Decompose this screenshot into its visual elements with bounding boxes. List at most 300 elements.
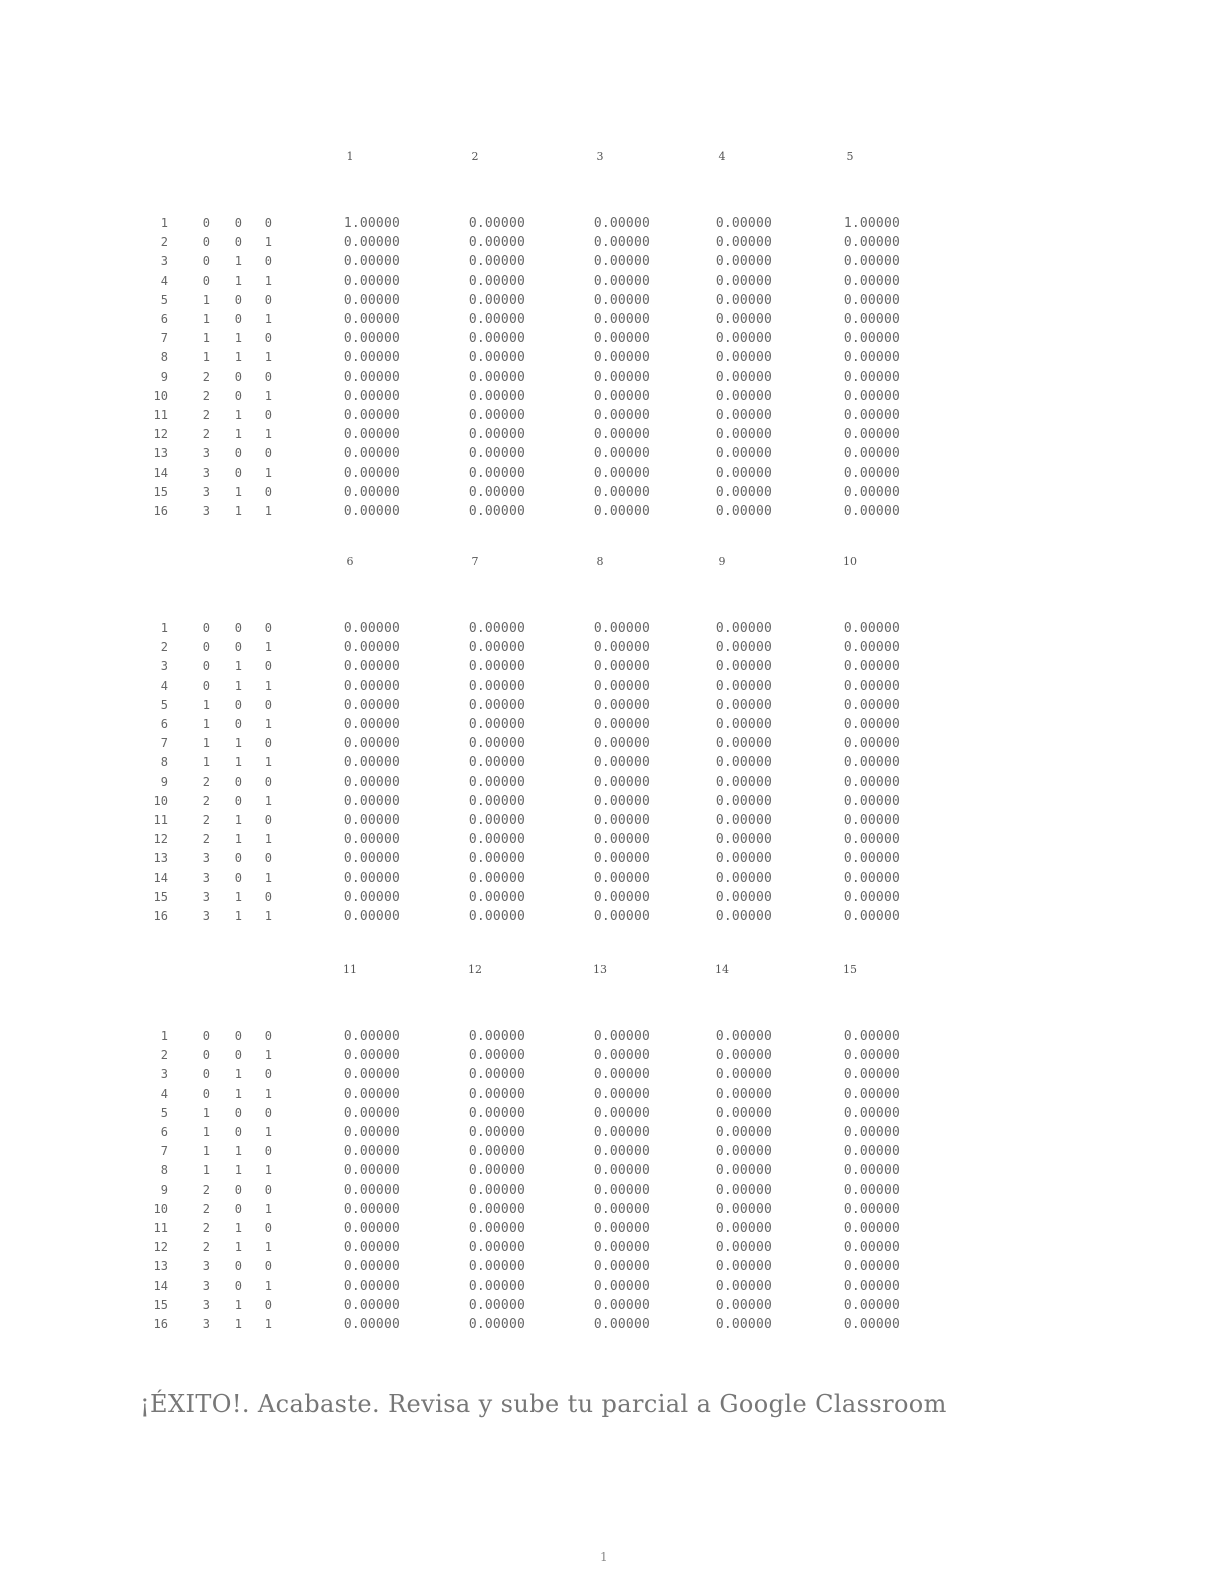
row-index: 4 [160,273,168,288]
table-cell: 0.00000 [593,659,650,675]
table-cell: 0.00000 [593,909,650,924]
table-cell: 0.00000 [468,774,525,790]
table-cell: 0.00000 [343,254,400,270]
row-index: 10 [153,793,168,808]
table-cell: 0.00000 [715,774,772,790]
table-cell: 0.00000 [715,717,772,732]
row-index: 14 [153,870,168,885]
row-index: 15 [153,1297,168,1312]
table-cell: 0.00000 [593,446,650,462]
table-cell: 0.00000 [468,484,525,500]
row-index: 0 [234,851,242,866]
row-index: 2 [202,813,210,827]
row-index: 0 [264,1297,272,1312]
table-cell: 0.00000 [715,621,772,636]
row-index: 1 [202,312,210,326]
row-index: 1 [264,350,272,365]
table-cell: 0.00000 [843,832,900,848]
table-cell: 0.00000 [715,1105,772,1121]
row-index: 2 [160,640,168,655]
table-row [140,677,920,696]
row-index: 0 [202,1029,210,1043]
row-index: 2 [202,369,210,384]
column-header-num: 11 [343,963,357,976]
table-row [140,1238,920,1257]
table-cell: 0.00000 [715,1259,772,1275]
row-index: 5 [160,292,168,307]
table-cell: 0.00000 [343,1125,400,1140]
table-cell: 0.00000 [593,1182,650,1198]
column-header-expr [672,977,772,993]
table-cell: 0.00000 [343,755,400,771]
row-index: 0 [234,446,242,461]
table-cell: 0.00000 [843,331,900,347]
column-header [300,963,400,1005]
column-header-expr [672,164,772,180]
row-index: 1 [202,1144,210,1159]
table-cell: 0.00000 [843,1067,900,1083]
table-cell: 0.00000 [715,1182,772,1198]
table-cell: 0.00000 [843,1182,900,1198]
column-header-num: 5 [846,150,854,163]
row-index: 0 [202,1048,210,1063]
table-cell: 0.00000 [343,717,400,732]
column-header-sub [800,180,900,192]
column-header-num: 14 [715,963,729,976]
table-cell: 0.00000 [343,1086,400,1102]
table-cell: 0.00000 [343,1048,400,1064]
row-index: 9 [160,774,168,789]
table-cell: 0.00000 [593,640,650,656]
table-row [140,1277,920,1296]
row-index: 1 [234,813,242,827]
row-index: 15 [153,889,168,904]
column-header-num: 15 [843,963,857,976]
table-cell: 0.00000 [468,621,525,636]
column-header-expr [800,977,900,993]
column-header-num: 3 [596,150,604,163]
table-cell: 0.00000 [468,1221,525,1236]
table-cell: 0.00000 [343,369,400,385]
table-row [140,1046,920,1065]
row-index: 0 [264,216,272,230]
row-index: 1 [264,1240,272,1255]
table-cell: 0.00000 [843,1144,900,1160]
table-cell: 0.00000 [843,755,900,771]
table-cell: 0.00000 [468,216,525,231]
table-cell: 0.00000 [343,235,400,251]
table-cell: 0.00000 [343,388,400,404]
column-header-sub [550,585,650,597]
row-index: 3 [202,446,210,461]
table-cell: 0.00000 [715,755,772,771]
row-index: 0 [234,697,242,712]
table-cell: 0.00000 [593,235,650,251]
column-header-expr [800,569,900,585]
row-index: 1 [160,621,168,635]
table-cell: 0.00000 [715,484,772,500]
table-cell: 0.00000 [343,465,400,481]
row-index: 0 [264,697,272,712]
table-cell: 0.00000 [715,1317,772,1332]
table-row [140,483,920,502]
table-cell: 0.00000 [843,1221,900,1236]
row-index: 0 [264,1182,272,1197]
row-index: 2 [202,774,210,789]
column-header [550,555,650,597]
row-index: 0 [202,621,210,635]
table-cell: 0.00000 [843,640,900,656]
table-cell: 0.00000 [593,388,650,404]
table-cell: 0.00000 [843,1086,900,1102]
row-index: 1 [202,697,210,712]
table-cell: 0.00000 [593,504,650,519]
table-cell: 0.00000 [715,427,772,443]
table-cell: 0.00000 [843,235,900,251]
table-cell: 0.00000 [468,331,525,347]
table-cell: 0.00000 [593,408,650,423]
table-cell: 0.00000 [593,851,650,867]
table-cell: 0.00000 [343,1067,400,1083]
column-header-expr [300,977,400,993]
table-row [140,792,920,811]
row-index: 0 [234,621,242,635]
row-index: 0 [202,254,210,269]
table-cell: 0.00000 [715,350,772,366]
column-header-num: 6 [346,555,354,568]
table-cell: 0.00000 [715,369,772,385]
table-row [140,869,920,888]
table-cell: 0.00000 [343,1182,400,1198]
table-cell: 0.00000 [343,1105,400,1121]
column-header [425,555,525,597]
table-cell: 0.00000 [343,793,400,809]
table-cell: 0.00000 [715,697,772,713]
table-cell: 0.00000 [715,1067,772,1083]
table-cell: 0.00000 [343,1240,400,1256]
column-header-expr [425,164,525,180]
table-cell: 0.00000 [843,388,900,404]
row-index: 6 [160,1125,168,1139]
row-index: 3 [202,851,210,866]
row-index: 0 [264,254,272,269]
row-index: 16 [153,909,168,923]
table-cell: 0.00000 [468,1182,525,1198]
table-cell: 0.00000 [593,793,650,809]
row-index: 1 [234,1086,242,1101]
row-index: 1 [264,465,272,480]
row-index: 3 [202,1259,210,1274]
table-cell: 0.00000 [843,292,900,308]
row-index: 1 [264,312,272,326]
table-cell: 0.00000 [468,408,525,423]
table-cell: 0.00000 [715,793,772,809]
row-index: 3 [202,909,210,923]
table-cell: 0.00000 [593,1278,650,1294]
table-row [140,830,920,849]
row-index: 0 [234,640,242,655]
column-header-expr [800,164,900,180]
table-row [140,734,920,753]
table-row [140,1200,920,1219]
table-cell: 0.00000 [593,832,650,848]
table-cell: 0.00000 [593,1029,650,1044]
row-index: 12 [153,832,168,847]
table-cell: 0.00000 [843,774,900,790]
table-row [140,1181,920,1200]
table-row [140,1161,920,1180]
table-row [140,348,920,367]
row-index: 3 [202,889,210,904]
table-cell: 0.00000 [843,659,900,675]
column-header [672,150,772,192]
table-cell: 0.00000 [593,216,650,231]
row-index: 0 [234,870,242,885]
table-cell: 0.00000 [843,813,900,828]
table-cell: 0.00000 [343,427,400,443]
row-index: 5 [160,697,168,712]
table-cell: 0.00000 [593,774,650,790]
table-cell: 0.00000 [593,254,650,270]
row-index: 1 [234,1221,242,1235]
table-cell: 0.00000 [593,697,650,713]
table-cell: 0.00000 [468,717,525,732]
row-index: 0 [234,1259,242,1274]
table-cell: 0.00000 [468,1317,525,1332]
table-row [140,1315,920,1334]
table-cell: 0.00000 [468,1125,525,1140]
column-header [550,963,650,1005]
table-cell: 0.00000 [593,717,650,732]
row-index: 0 [264,736,272,751]
column-header-num: 1 [346,150,354,163]
row-index: 7 [160,331,168,346]
table-row [140,1296,920,1315]
table-cell: 0.00000 [343,331,400,347]
row-index: 0 [264,659,272,674]
column-header-sub [300,993,400,1005]
row-index: 0 [264,1067,272,1082]
table-cell: 0.00000 [843,1201,900,1217]
table-cell: 0.00000 [343,621,400,636]
column-header-num: 10 [843,555,857,568]
table-cell: 0.00000 [843,446,900,462]
row-index: 0 [202,1067,210,1082]
table-cell: 0.00000 [715,1278,772,1294]
row-index: 1 [234,889,242,904]
row-index: 14 [153,1278,168,1293]
table-cell: 0.00000 [715,235,772,251]
row-index: 12 [153,427,168,442]
table-row [140,1142,920,1161]
column-header-sub [672,180,772,192]
table-row [140,214,920,233]
column-header-sub [800,585,900,597]
row-index: 3 [160,254,168,269]
row-index: 1 [202,350,210,365]
column-header [672,963,772,1005]
table-cell: 0.00000 [343,1278,400,1294]
row-index: 2 [202,832,210,847]
table-cell: 0.00000 [715,1048,772,1064]
table-cell: 0.00000 [468,292,525,308]
row-index: 15 [153,484,168,499]
table-cell: 0.00000 [343,504,400,519]
row-index: 0 [234,216,242,230]
column-header-expr [550,569,650,585]
table-cell: 0.00000 [593,889,650,905]
row-index: 4 [160,678,168,693]
table-cell: 0.00000 [468,273,525,289]
table-cell: 0.00000 [343,292,400,308]
table-cell: 0.00000 [715,813,772,828]
table-cell: 0.00000 [468,697,525,713]
row-index: 1 [234,484,242,499]
row-index: 1 [264,1278,272,1293]
table-cell: 0.00000 [343,678,400,694]
table-cell: 0.00000 [468,736,525,752]
table-row [140,1257,920,1276]
table-cell: 0.00000 [468,1048,525,1064]
table-row [140,888,920,907]
table-cell: 0.00000 [343,697,400,713]
row-index: 3 [202,484,210,499]
row-index: 16 [153,504,168,518]
table-cell: 0.00000 [593,870,650,886]
table-cell: 0.00000 [343,736,400,752]
table-cell: 0.00000 [593,331,650,347]
row-index: 1 [264,640,272,655]
table-cell: 0.00000 [468,870,525,886]
table-cell: 0.00000 [843,1278,900,1294]
table-cell: 0.00000 [343,774,400,790]
table-cell: 0.00000 [715,465,772,481]
row-index: 0 [234,717,242,731]
table-cell: 0.00000 [843,1048,900,1064]
row-index: 1 [264,1163,272,1178]
column-header-expr [425,977,525,993]
row-index: 1 [264,388,272,403]
table-cell: 0.00000 [468,1029,525,1044]
page-number: 1 [600,1550,608,1564]
table-cell: 0.00000 [468,832,525,848]
table-cell: 0.00000 [468,1144,525,1160]
table-cell: 0.00000 [468,851,525,867]
table-cell: 0.00000 [593,427,650,443]
column-header-num: 4 [718,150,726,163]
table-cell: 0.00000 [343,889,400,905]
row-index: 1 [264,1048,272,1063]
table-cell: 0.00000 [593,292,650,308]
table-cell: 0.00000 [715,292,772,308]
row-index: 2 [202,427,210,442]
table-cell: 0.00000 [343,832,400,848]
table-cell: 0.00000 [843,909,900,924]
row-index: 2 [202,408,210,422]
column-header-num: 9 [718,555,726,568]
table-cell: 0.00000 [715,832,772,848]
row-index: 1 [234,331,242,346]
column-header-sub [300,180,400,192]
row-index: 1 [202,1163,210,1178]
table-cell: 0.00000 [468,446,525,462]
column-header-expr [300,164,400,180]
row-index: 1 [264,678,272,693]
row-index: 8 [160,1163,168,1178]
table-cell: 0.00000 [715,216,772,231]
row-index: 0 [202,273,210,288]
table-cell: 0.00000 [593,312,650,327]
row-index: 0 [264,484,272,499]
table-cell: 0.00000 [468,465,525,481]
table-cell: 0.00000 [843,1317,900,1332]
row-index: 0 [264,331,272,346]
row-index: 1 [234,1297,242,1312]
row-index: 1 [264,755,272,770]
table-cell: 0.00000 [343,813,400,828]
table-cell: 0.00000 [593,1297,650,1313]
row-index: 3 [202,504,210,518]
table-cell: 0.00000 [843,1105,900,1121]
table-cell: 1.00000 [843,216,900,231]
row-index: 1 [234,659,242,674]
table-cell: 0.00000 [468,1086,525,1102]
table-cell: 0.00000 [715,870,772,886]
table-row [140,464,920,483]
table-cell: 0.00000 [468,1240,525,1256]
row-index: 7 [160,1144,168,1159]
table-cell: 0.00000 [715,909,772,924]
table-row [140,1123,920,1142]
row-index: 14 [153,465,168,480]
table-cell: 0.00000 [715,1029,772,1044]
table-cell: 0.00000 [715,504,772,519]
table-cell: 0.00000 [593,1221,650,1236]
table-cell: 0.00000 [468,813,525,828]
table-cell: 0.00000 [593,1144,650,1160]
table-cell: 0.00000 [715,1297,772,1313]
row-index: 0 [264,851,272,866]
row-index: 2 [202,1240,210,1255]
row-index: 0 [234,1125,242,1139]
row-index: 3 [202,465,210,480]
table-cell: 0.00000 [843,254,900,270]
row-index: 13 [153,851,168,866]
row-index: 0 [202,1086,210,1101]
table-cell: 0.00000 [343,350,400,366]
column-header [300,150,400,192]
table-cell: 0.00000 [715,889,772,905]
column-header-num: 2 [471,150,479,163]
table-cell: 0.00000 [715,254,772,270]
table-row [140,310,920,329]
row-index: 1 [234,832,242,847]
table-cell: 0.00000 [468,889,525,905]
row-index: 3 [160,1067,168,1082]
column-header [800,963,900,1005]
row-index: 0 [264,292,272,307]
table-cell: 0.00000 [715,273,772,289]
table-cell: 0.00000 [715,312,772,327]
row-index: 1 [264,273,272,288]
table-cell: 0.00000 [343,312,400,327]
table-cell: 0.00000 [843,1259,900,1275]
table-cell: 0.00000 [468,312,525,327]
row-index: 1 [264,832,272,847]
table-cell: 0.00000 [468,1297,525,1313]
row-index: 6 [160,717,168,731]
table-row [140,811,920,830]
